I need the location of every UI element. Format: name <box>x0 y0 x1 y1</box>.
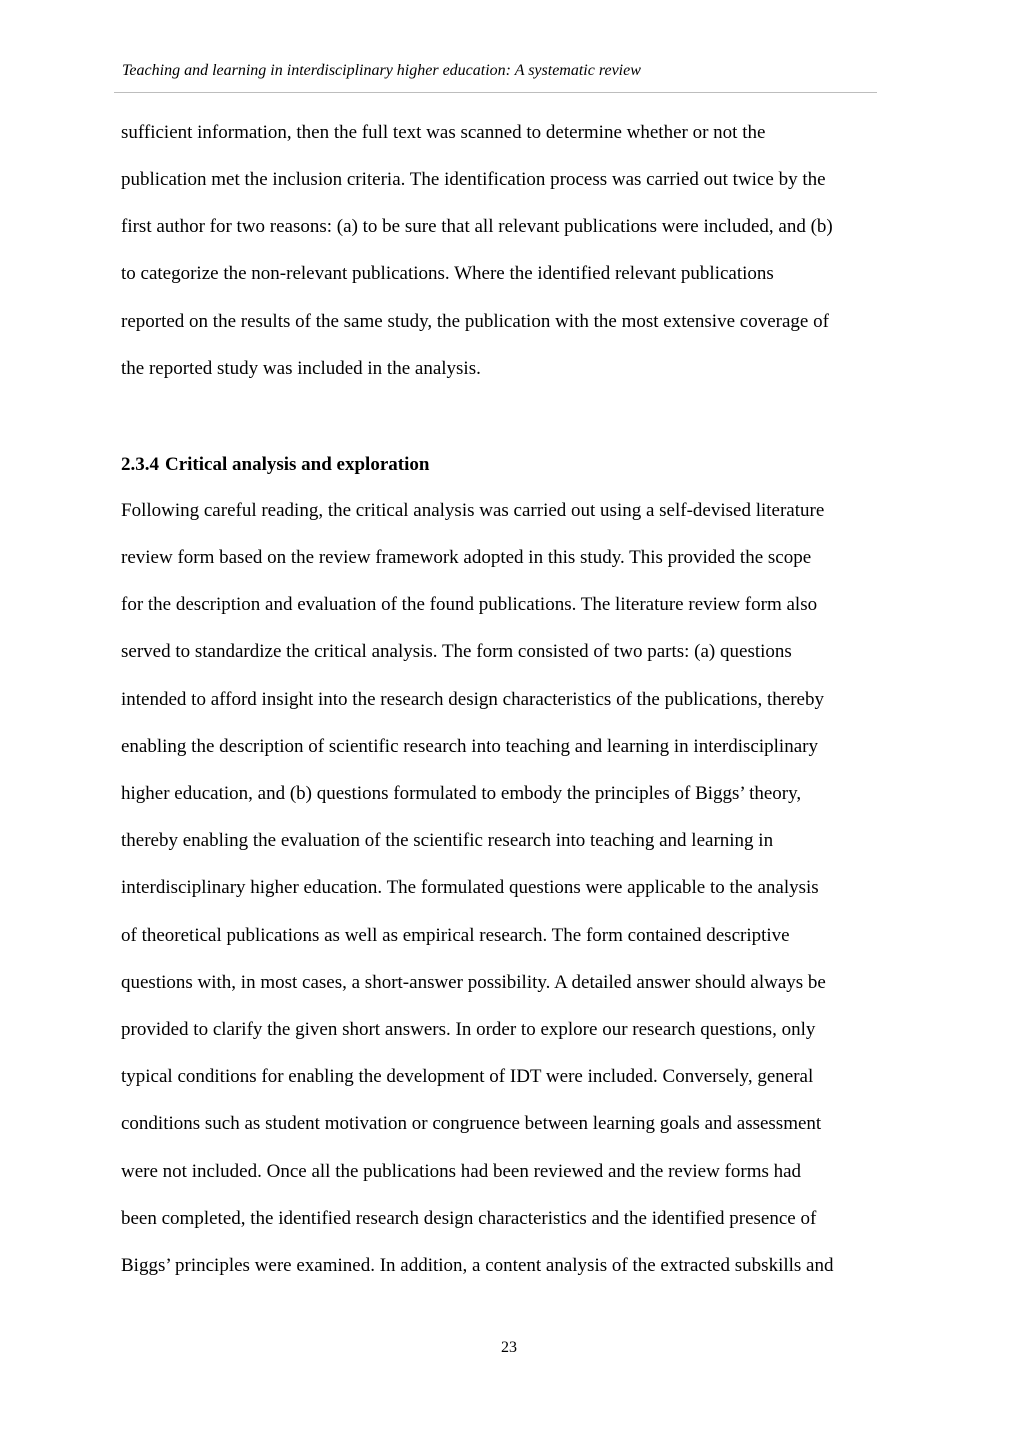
text-line: reported on the results of the same study, the publication with the most extensive coverage of <box>121 311 829 332</box>
text-line: first author for two reasons: (a) to be sure that all relevant publications were included, and (b) <box>121 216 833 237</box>
header-divider <box>114 92 877 93</box>
section-title: Critical analysis and exploration <box>165 454 430 475</box>
text-line: intended to afford insight into the research design characteristics of the publications, thereby <box>121 689 824 710</box>
text-line: provided to clarify the given short answers. In order to explore our research questions, only <box>121 1019 816 1040</box>
text-line: review form based on the review framework adopted in this study. This provided the scope <box>121 547 812 568</box>
section-number: 2.3.4 <box>121 454 159 475</box>
text-line: served to standardize the critical analysis. The form consisted of two parts: (a) questions <box>121 641 792 662</box>
page-number: 23 <box>501 1339 517 1356</box>
text-line: were not included. Once all the publications had been reviewed and the review forms had <box>121 1161 802 1182</box>
text-line: sufficient information, then the full text was scanned to determine whether or not the <box>121 122 766 143</box>
section-heading <box>121 453 429 477</box>
text-line: questions with, in most cases, a short-answer possibility. A detailed answer should always be <box>121 972 826 993</box>
running-header-title: Teaching and learning in interdisciplinary higher education: A systematic review <box>122 62 641 79</box>
text-line: Following careful reading, the critical analysis was carried out using a self-devised literature <box>121 500 825 521</box>
text-line: enabling the description of scientific research into teaching and learning in interdisciplinary <box>121 736 818 757</box>
text-line: of theoretical publications as well as empirical research. The form contained descriptive <box>121 925 790 946</box>
text-line: thereby enabling the evaluation of the scientific research into teaching and learning in <box>121 830 774 851</box>
text-line: Biggs’ principles were examined. In addition, a content analysis of the extracted subskills and <box>121 1255 834 1276</box>
text-line: the reported study was included in the analysis. <box>121 358 481 379</box>
text-line: interdisciplinary higher education. The formulated questions were applicable to the analysis <box>121 877 819 898</box>
text-line: to categorize the non-relevant publications. Where the identified relevant publications <box>121 263 774 284</box>
text-line: conditions such as student motivation or congruence between learning goals and assessment <box>121 1113 822 1134</box>
text-line: for the description and evaluation of the found publications. The literature review form also <box>121 594 818 615</box>
text-line: typical conditions for enabling the development of IDT were included. Conversely, general <box>121 1066 814 1087</box>
text-line: higher education, and (b) questions formulated to embody the principles of Biggs’ theory, <box>121 783 802 804</box>
text-line: publication met the inclusion criteria. The identification process was carried out twice by the <box>121 169 826 190</box>
text-line: been completed, the identified research design characteristics and the identified presence of <box>121 1208 817 1229</box>
